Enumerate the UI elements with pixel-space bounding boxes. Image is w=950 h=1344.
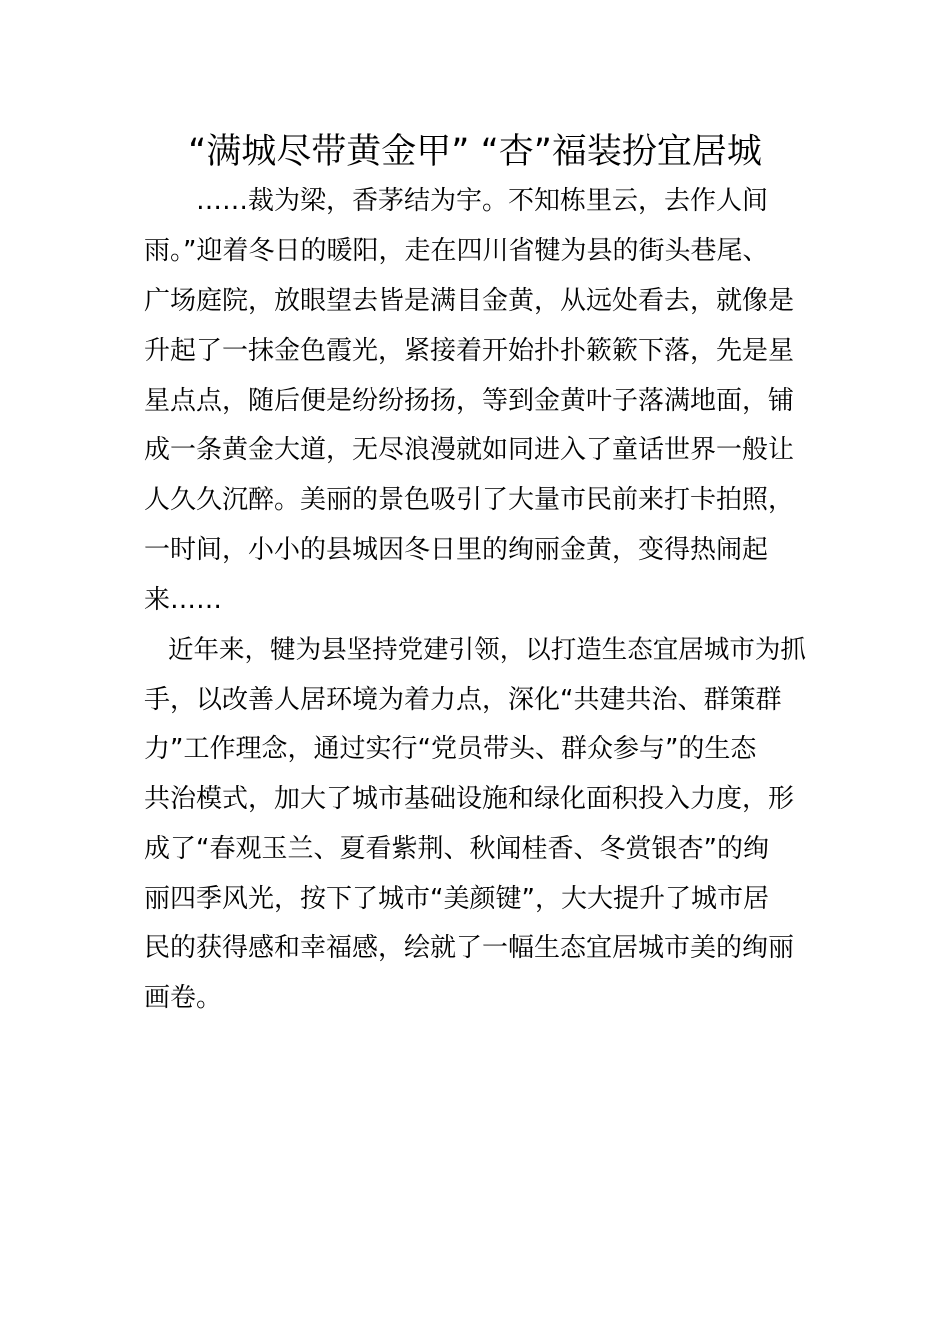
paragraph-line: 升起了一抹金色霞光，紧接着开始扑扑簌簌下落，先是星 (144, 336, 795, 366)
paragraph-line: 一时间，小小的县城因冬日里的绚丽金黄，变得热闹起 (144, 535, 769, 565)
paragraph-line: ……裁为梁，香茅结为宇。不知栋里云，去作人间 (196, 186, 769, 216)
paragraph-line: 画卷。 (144, 983, 223, 1013)
paragraph-line: 星点点，随后便是纷纷扬扬，等到金黄叶子落满地面，铺 (144, 386, 795, 416)
paragraph-line: 丽四季风光，按下了城市“美颜键”，大大提升了城市居 (144, 884, 769, 914)
paragraph-line: 民的获得感和幸福感，绘就了一幅生态宜居城市美的绚丽 (144, 933, 795, 963)
paragraph-line: 手，以改善人居环境为着力点，深化“共建共治、群策群 (144, 685, 782, 715)
paragraph-line: 雨。”迎着冬日的暖阳，走在四川省犍为县的街头巷尾、 (144, 236, 769, 266)
document-title: “满城尽带黄金甲” “杏”福装扮宜居城 (188, 132, 762, 172)
paragraph-line: 广场庭院，放眼望去皆是满目金黄，从远处看去，就像是 (144, 286, 795, 316)
paragraph-line: 力”工作理念，通过实行“党员带头、群众参与”的生态 (144, 734, 757, 764)
paragraph-line: 来…… (144, 585, 223, 615)
paragraph-line: 成一条黄金大道，无尽浪漫就如同进入了童话世界一般让 (144, 435, 795, 465)
paragraph-line: 共治模式，加大了城市基础设施和绿化面积投入力度，形 (144, 784, 795, 814)
paragraph-line: 近年来，犍为县坚持党建引领，以打造生态宜居城市为抓 (168, 635, 806, 665)
paragraph-line: 成了“春观玉兰、夏看紫荆、秋闻桂香、冬赏银杏”的绚 (144, 834, 769, 864)
paragraph-line: 人久久沉醉。美丽的景色吸引了大量市民前来打卡拍照， (144, 485, 795, 515)
